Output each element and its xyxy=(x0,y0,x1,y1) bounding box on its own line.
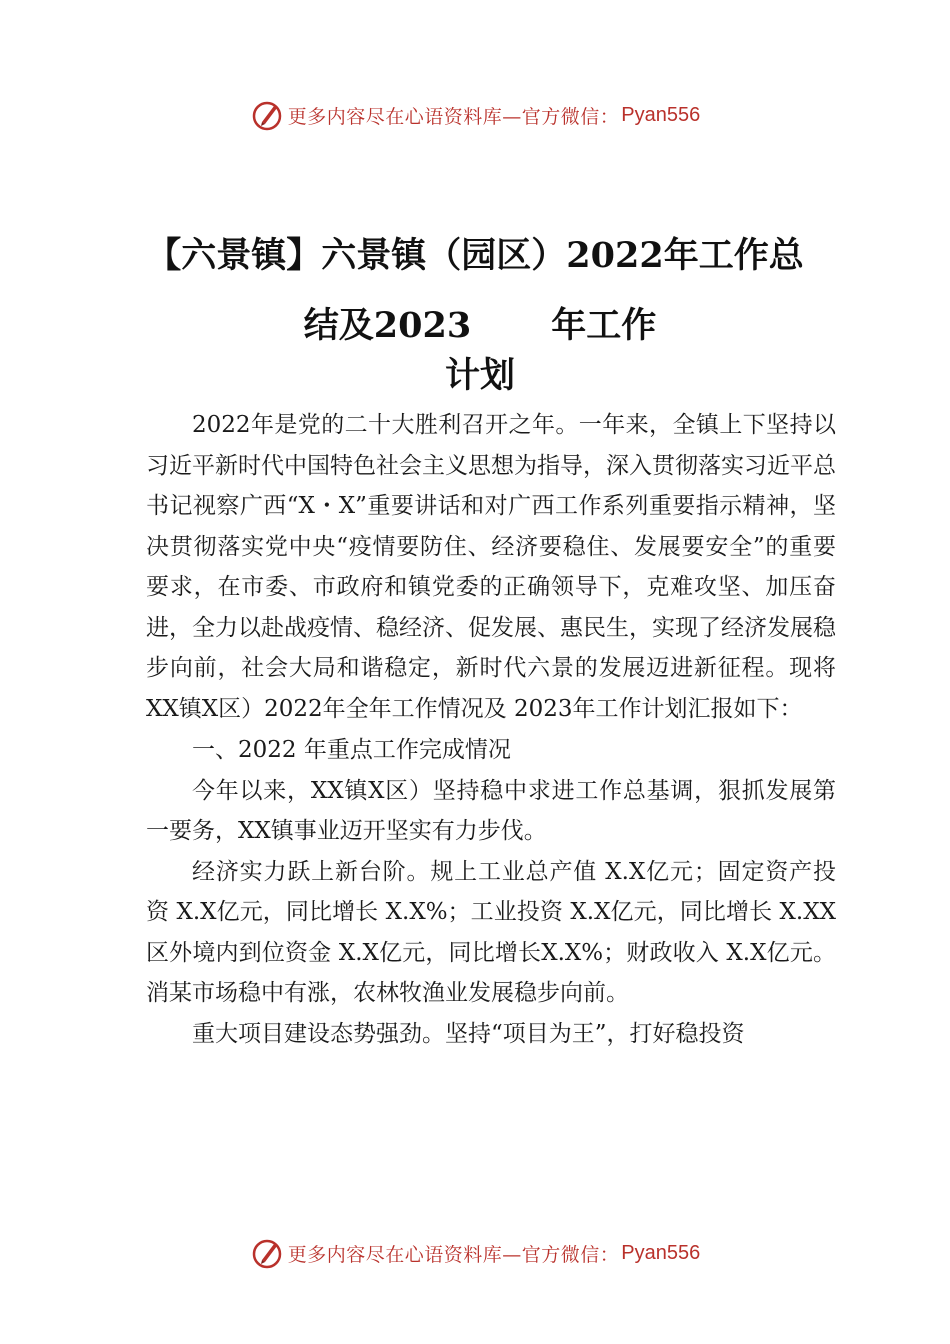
footer-banner-text: 更多内容尽在心语资料库—官方微信： xyxy=(287,1243,620,1266)
banner-wechat-id: Pyan556 xyxy=(621,103,701,126)
paragraph-projects: 重大项目建设态势强劲。坚持“项目为王”，打好稳投资 xyxy=(192,1020,745,1047)
banner-text: 更多内容尽在心语资料库—官方微信： xyxy=(287,105,620,128)
document-title-line1: 【六景镇】六景镇（园区）2022年工作总 xyxy=(146,235,804,276)
document-body xyxy=(146,405,836,1054)
pen-logo-icon xyxy=(250,98,284,132)
pen-logo-icon xyxy=(250,1236,284,1270)
title-line2-part1: 结及2023 xyxy=(303,305,472,346)
header-banner xyxy=(0,95,950,135)
paragraph-overview: 今年以来，XX镇X区）坚持稳中求进工作总基调，狠抓发展第一要务，XX镇事业迈开坚实有力步伐。 xyxy=(146,777,836,844)
section-heading-1: 一、2022 年重点工作完成情况 xyxy=(192,737,511,763)
paragraph-intro: 2022年是党的二十大胜利召开之年。一年来，全镇上下坚持以习近平新时代中国特色社会主义思想为指导，深入贯彻落实习近平总书记视察广西“X・X”重要讲话和对广西工作系列重要指示精神，坚决贯彻落实党中央“疫情要防住、经济要稳住、发展要安全”的重要要求，在市委、市政府和镇党委的正确领导下，克难攻坚、加压奋进，全力以赴战疫情、稳经济、促发展、惠民生，实现了经济发展稳步向前，社会大局和谐稳定，新时代六景的发展迈进新征程。现将XX镇X区）2022年全年工作情况及 2023年工作计划汇报如下： xyxy=(146,412,836,722)
title-line2-part2: 年工作计划 xyxy=(444,305,657,396)
footer-wechat-id: Pyan556 xyxy=(621,1241,701,1264)
footer-banner xyxy=(0,1233,950,1273)
paragraph-economy: 经济实力跃上新台阶。规上工业总产值 X.X亿元；固定资产投资 X.X亿元，同比增长 X.X%；工业投资 X.X亿元，同比增长 X.XX区外境内到位资金 X.X亿元，同比增长X.X%；财政收入 X.X亿元。消某市场稳中有涨，农林牧渔业发展稳步向前。 xyxy=(146,858,836,1006)
document-title-line2 xyxy=(300,298,660,398)
